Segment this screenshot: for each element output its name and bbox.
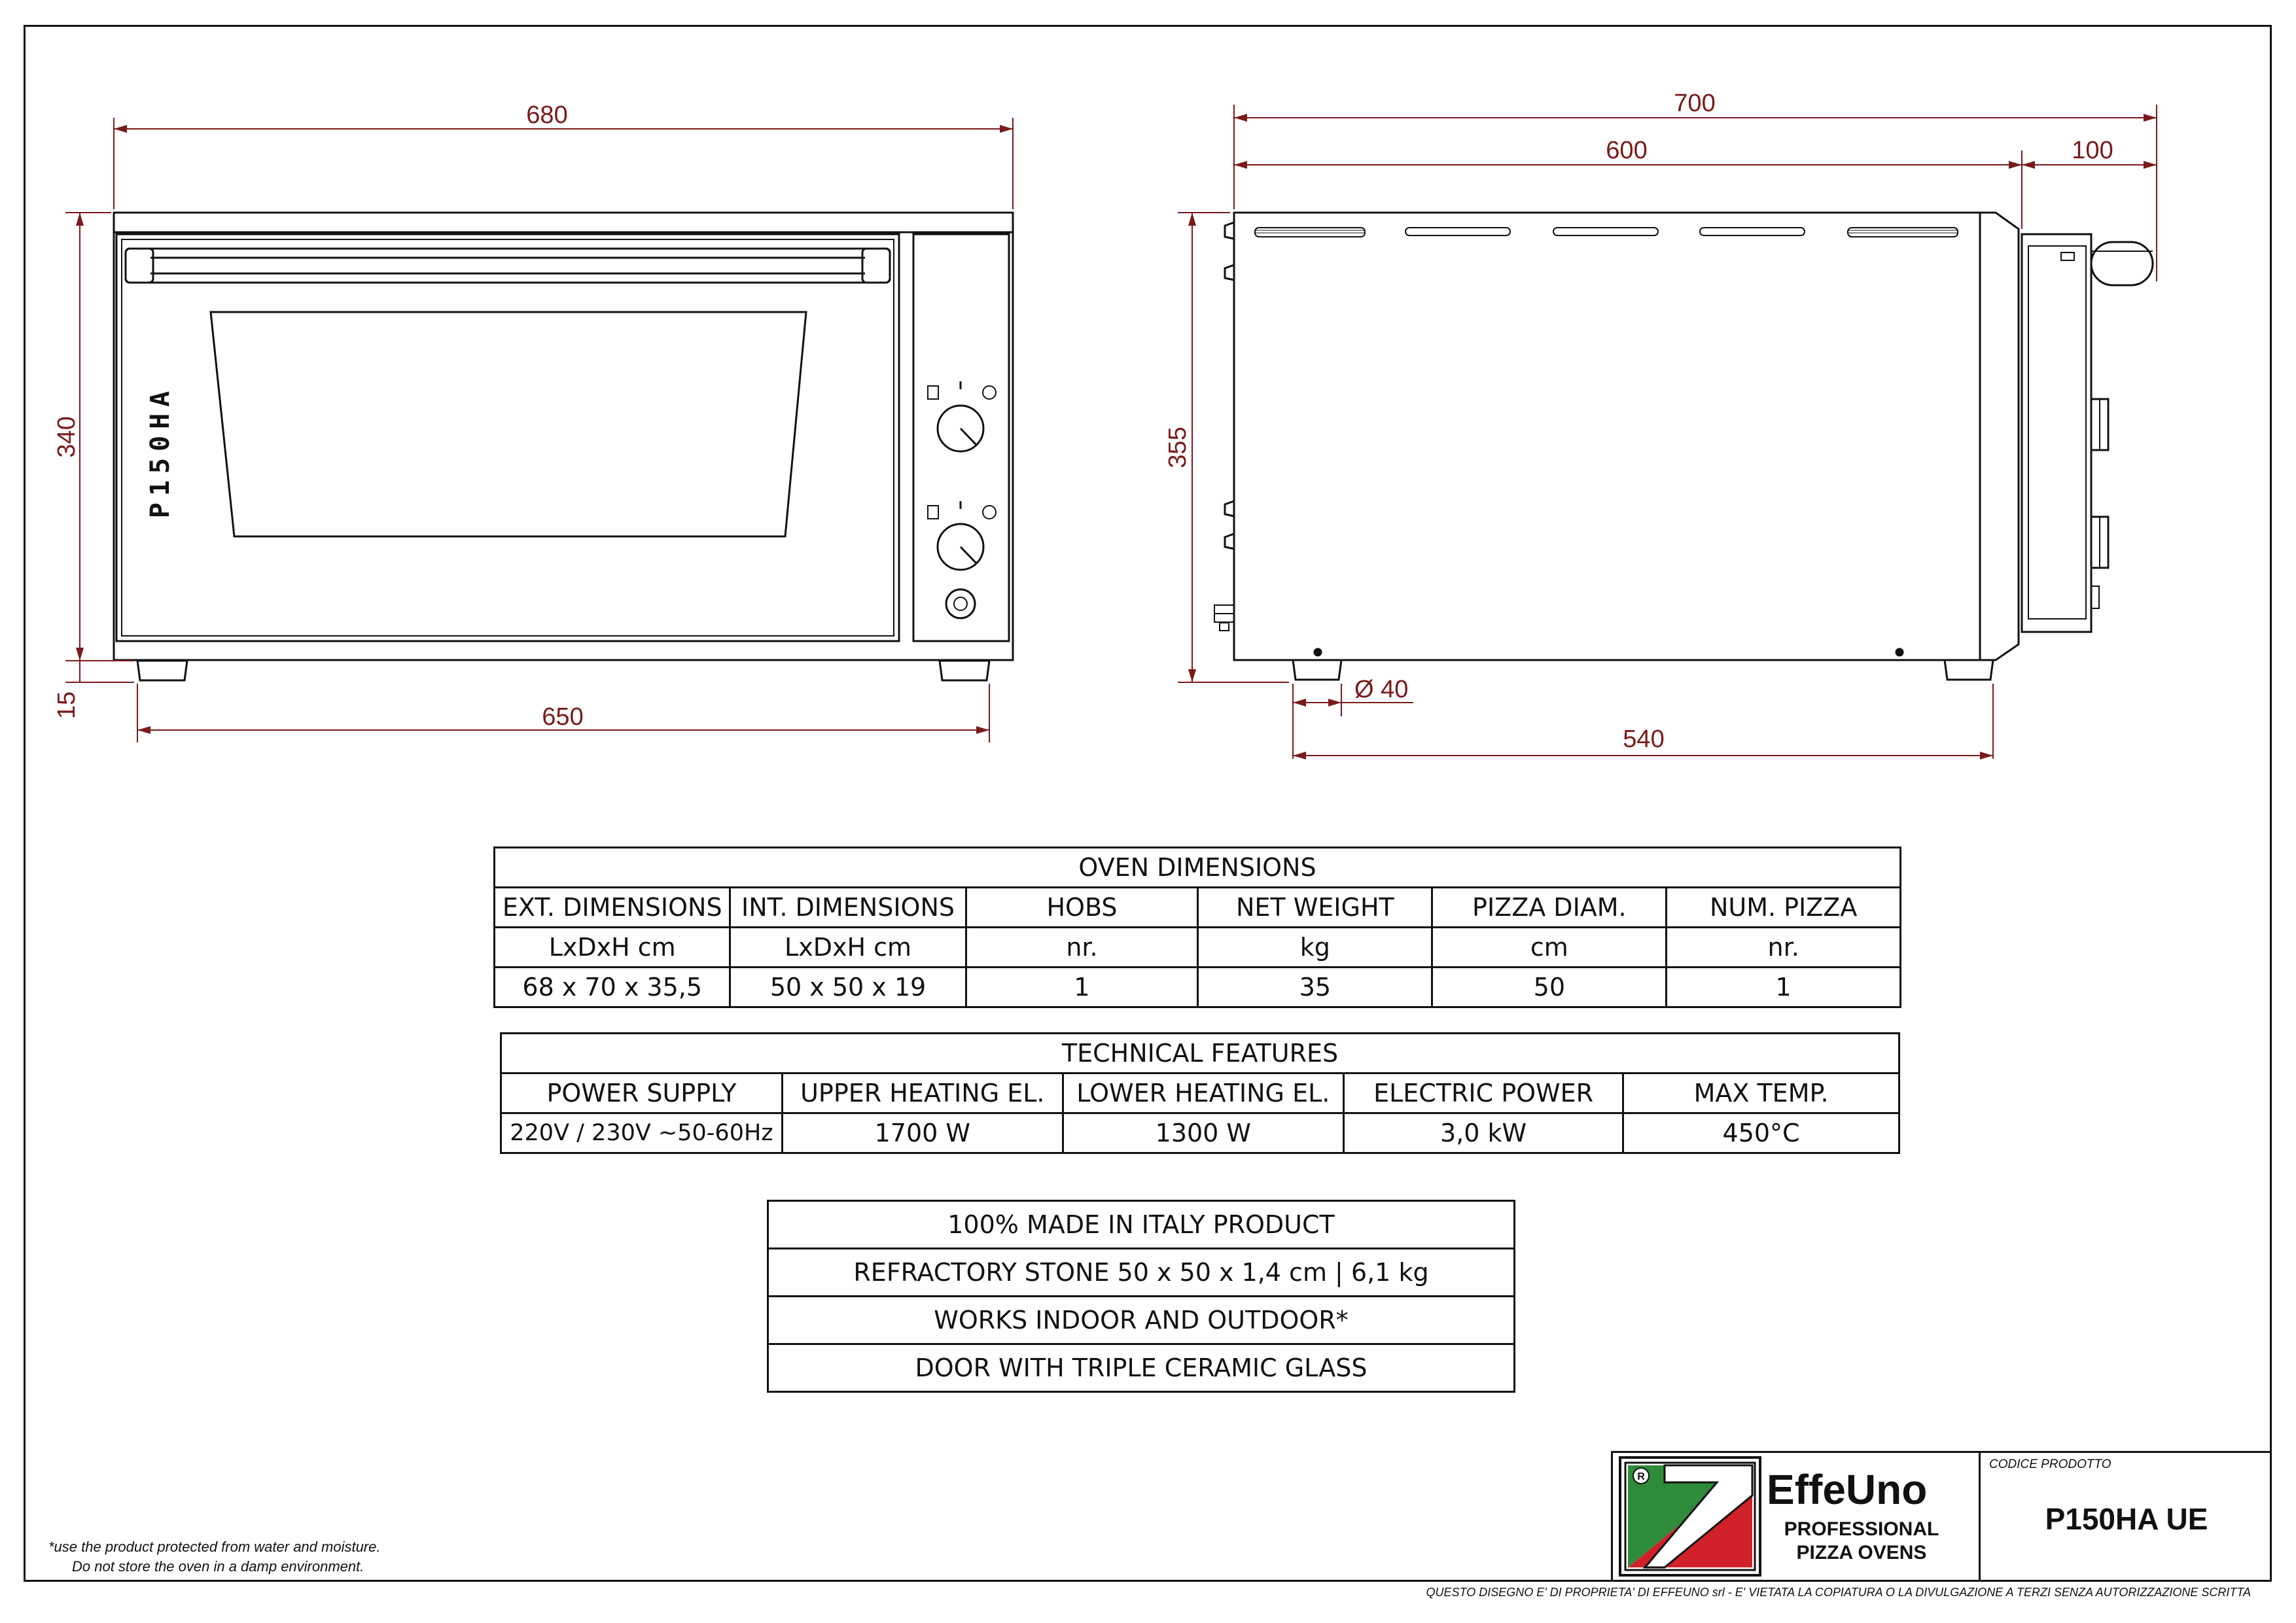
oven-value: 50 x 50 x 19 [730,968,966,1007]
front-body [114,213,1013,660]
side-handle [2091,242,2153,285]
oven-header: PIZZA DIAM. [1432,888,1667,928]
brand-tagline [1767,1518,1956,1565]
feature-item: DOOR WITH TRIPLE CERAMIC GLASS [768,1344,1515,1392]
tech-header: LOWER HEATING EL. [1063,1073,1343,1113]
tech-table-values-row [501,1113,1899,1153]
control-panel [913,234,1009,641]
dim-side-height: 355 [1164,427,1192,468]
side-body [1234,213,1980,660]
tech-value: 450°C [1623,1113,1899,1153]
oven-unit: nr. [1667,928,1901,968]
product-code: P150HA UE [2045,1502,2208,1536]
dim-front-feet: 650 [542,703,584,731]
oven-value: 35 [1198,968,1432,1007]
oven-door [116,234,899,641]
tech-header: UPPER HEATING EL. [782,1073,1063,1113]
oven-unit: LxDxH cm [495,928,730,968]
effeuno-logo-icon [1619,1456,1761,1577]
technical-features-table [500,1032,1900,1154]
svg-text:R: R [1637,1471,1645,1482]
oven-header: HOBS [966,888,1198,928]
side-foot-right [1945,660,1993,680]
brand-tagline-line: PROFESSIONAL [1784,1518,1939,1540]
footnote [48,1537,380,1577]
dim-front-height: 340 [53,416,80,458]
front-foot-left [137,661,187,680]
dim-side-depth-body: 600 [1606,137,1648,164]
power-switch [946,589,975,618]
oven-header: NET WEIGHT [1198,888,1432,928]
tech-header: ELECTRIC POWER [1343,1073,1623,1113]
oven-table-values-row [495,968,1901,1007]
footnote-line: Do not store the oven in a damp environment. [72,1558,364,1575]
oven-unit: cm [1432,928,1667,968]
oven-unit: LxDxH cm [730,928,966,968]
dim-feet-spacing: 540 [1623,725,1665,753]
oven-value: 50 [1432,968,1667,1007]
tech-table-title: TECHNICAL FEATURES [501,1034,1899,1073]
front-view [114,213,1013,680]
oven-value: 68 x 70 x 35,5 [495,968,730,1007]
tech-value: 1700 W [782,1113,1063,1153]
tech-value: 220V / 230V ~50-60Hz [501,1113,783,1153]
brand-tagline-line: PIZZA OVENS [1796,1542,1927,1563]
oven-value: 1 [1667,968,1901,1007]
oven-header: INT. DIMENSIONS [730,888,966,928]
tech-value: 3,0 kW [1343,1113,1623,1153]
footnote-line: *use the product protected from water and moisture. [48,1539,381,1555]
front-label: P150HA [145,384,175,519]
dim-side-depth-total: 700 [1674,90,1716,117]
door-window [211,312,806,536]
feature-item: WORKS INDOOR AND OUTDOOR* [768,1297,1515,1344]
tech-header: POWER SUPPLY [501,1073,783,1113]
side-door [2022,234,2091,632]
door-handle [126,249,890,283]
dim-foot-diameter: Ø 40 [1354,676,1409,703]
dim-side-depth-handle: 100 [2072,137,2113,164]
oven-table-units-row [495,928,1901,968]
features-table [767,1200,1515,1393]
oven-header: NUM. PIZZA [1667,888,1901,928]
oven-dimensions-table [493,846,1901,1008]
oven-value: 1 [966,968,1198,1007]
oven-unit: nr. [966,928,1198,968]
brand-name: EffeUno [1767,1466,1928,1513]
tech-table-header-row [501,1073,1899,1113]
side-foot-left [1293,660,1341,680]
feature-item: REFRACTORY STONE 50 x 50 x 1,4 cm | 6,1 kg [768,1249,1515,1297]
dim-front-width: 680 [526,101,568,129]
oven-header: EXT. DIMENSIONS [495,888,730,928]
front-foot-right [940,661,989,680]
tech-value: 1300 W [1063,1113,1343,1153]
tech-header: MAX TEMP. [1623,1073,1899,1113]
title-block-divider [1979,1451,1981,1582]
product-code-label: CODICE PRODOTTO [1989,1457,2111,1471]
feature-item: 100% MADE IN ITALY PRODUCT [768,1201,1515,1249]
side-view [1214,213,2153,680]
oven-table-header-row [495,888,1901,928]
oven-table-title: OVEN DIMENSIONS [495,848,1901,888]
oven-unit: kg [1198,928,1432,968]
copyright-notice: QUESTO DISEGNO E' DI PROPRIETA' DI EFFEUNO srl - E' VIETATA LA COPIATURA O LA DIVULGAZIONE A TERZI SENZA AUTORIZZAZIONE SCRITTA [1426,1586,2251,1599]
dim-front-foot-height: 15 [53,691,80,720]
